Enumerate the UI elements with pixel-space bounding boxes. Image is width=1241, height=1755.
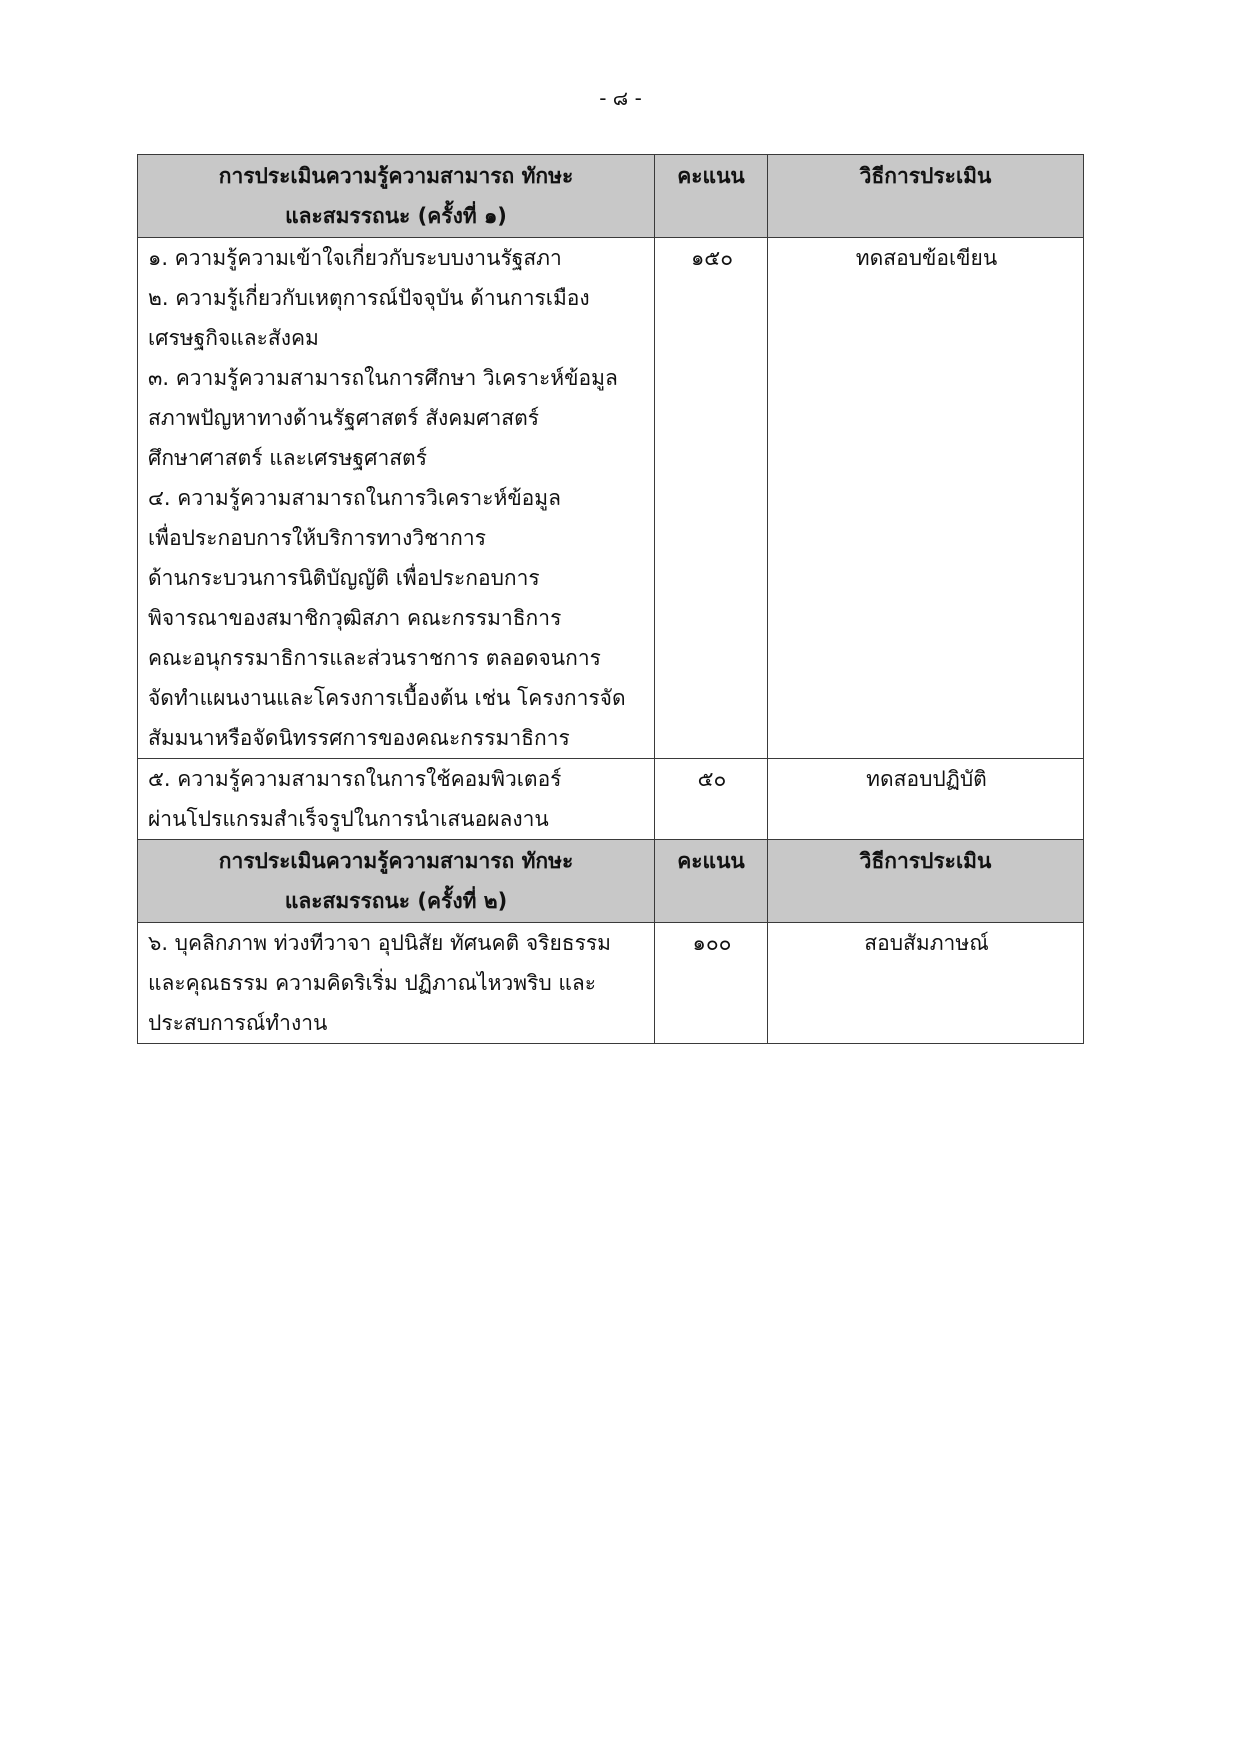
criteria-line: จัดทำแผนงานและโครงการเบื้องต้น เช่น โครงการจัด <box>148 686 626 710</box>
criteria-line: ผ่านโปรแกรมสำเร็จรูปในการนำเสนอผลงาน <box>148 807 549 831</box>
criteria-line: คณะอนุกรรมาธิการและส่วนราชการ ตลอดจนการ <box>148 646 601 670</box>
section1-header-method: วิธีการประเมิน <box>768 155 1084 238</box>
criteria-cell <box>138 759 655 840</box>
table-row <box>138 759 1084 840</box>
method-cell: ทดสอบปฏิบัติ <box>768 759 1084 840</box>
section2-header-criteria <box>138 840 655 923</box>
method-cell: ทดสอบข้อเขียน <box>768 238 1084 759</box>
section1-header-line1: การประเมินความรู้ความสามารถ ทักษะ <box>218 164 574 188</box>
section2-header-row <box>138 840 1084 923</box>
criteria-line: ๒. ความรู้เกี่ยวกับเหตุการณ์ปัจจุบัน ด้านการเมือง <box>148 286 590 310</box>
table-row <box>138 238 1084 759</box>
criteria-line: ๔. ความรู้ความสามารถในการวิเคราะห์ข้อมูล <box>148 486 561 510</box>
score-cell: ๕๐ <box>655 759 768 840</box>
method-cell: สอบสัมภาษณ์ <box>768 923 1084 1044</box>
section2-header-method: วิธีการประเมิน <box>768 840 1084 923</box>
section1-header-criteria <box>138 155 655 238</box>
criteria-line: สัมมนาหรือจัดนิทรรศการของคณะกรรมาธิการ <box>148 726 570 750</box>
section2-header-line1: การประเมินความรู้ความสามารถ ทักษะ <box>218 849 574 873</box>
section2-header-line2: และสมรรถนะ (ครั้งที่ ๒) <box>284 889 508 913</box>
criteria-line: ประสบการณ์ทำงาน <box>148 1011 328 1035</box>
criteria-line: พิจารณาของสมาชิกวุฒิสภา คณะกรรมาธิการ <box>148 606 562 630</box>
table-row <box>138 923 1084 1044</box>
score-cell: ๑๕๐ <box>655 238 768 759</box>
section1-header-score: คะแนน <box>655 155 768 238</box>
criteria-line: ๖. บุคลิกภาพ ท่วงทีวาจา อุปนิสัย ทัศนคติ จริยธรรม <box>148 931 611 955</box>
criteria-line: ๕. ความรู้ความสามารถในการใช้คอมพิวเตอร์ <box>148 767 562 791</box>
criteria-line: ๓. ความรู้ความสามารถในการศึกษา วิเคราะห์ข้อมูล <box>148 366 618 390</box>
criteria-cell <box>138 923 655 1044</box>
criteria-line: สภาพปัญหาทางด้านรัฐศาสตร์ สังคมศาสตร์ <box>148 406 540 430</box>
criteria-line: เพื่อประกอบการให้บริการทางวิชาการ <box>148 526 486 550</box>
criteria-line: และคุณธรรม ความคิดริเริ่ม ปฏิภาณไหวพริบ และ <box>148 971 597 995</box>
section1-header-row <box>138 155 1084 238</box>
criteria-cell <box>138 238 655 759</box>
criteria-line: ด้านกระบวนการนิติบัญญัติ เพื่อประกอบการ <box>148 566 540 590</box>
assessment-table <box>137 154 1084 1044</box>
criteria-line: ศึกษาศาสตร์ และเศรษฐศาสตร์ <box>148 446 427 470</box>
criteria-line: ๑. ความรู้ความเข้าใจเกี่ยวกับระบบงานรัฐสภา <box>148 246 562 270</box>
section1-header-line2: และสมรรถนะ (ครั้งที่ ๑) <box>285 204 507 228</box>
score-cell: ๑๐๐ <box>655 923 768 1044</box>
section2-header-score: คะแนน <box>655 840 768 923</box>
criteria-line: เศรษฐกิจและสังคม <box>148 326 319 350</box>
page-number: - ๘ - <box>599 86 642 110</box>
